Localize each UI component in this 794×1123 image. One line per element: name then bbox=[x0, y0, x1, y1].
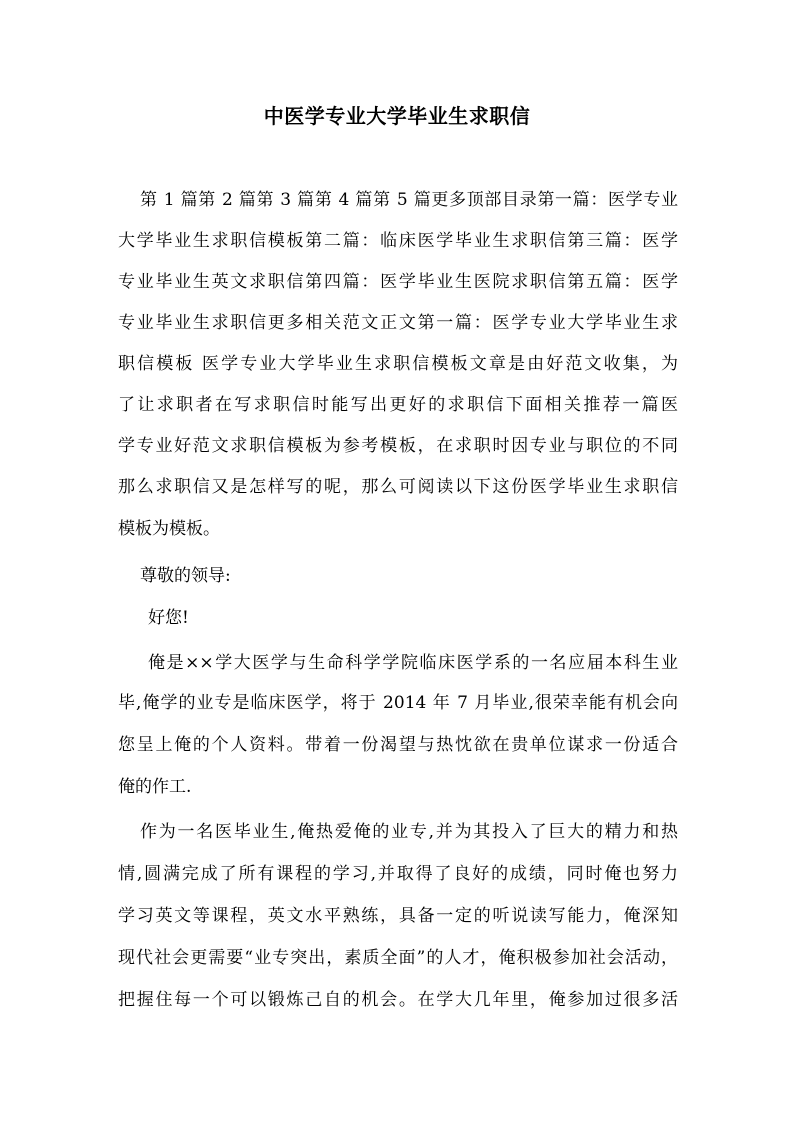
para2-line: 学习英文等课程，英文水平熟练，具备一定的听说读写能力，俺深知 bbox=[118, 906, 678, 926]
intro-line: 学专业好范文求职信模板为参考模板，在求职时因专业与职位的不同 bbox=[118, 436, 678, 456]
para2-line: 作为一名医毕业生,俺热爱俺的业专,并为其投入了巨大的精力和热 bbox=[140, 822, 678, 842]
intro-line: 大学毕业生求职信模板第二篇：临床医学毕业生求职信第三篇：医学 bbox=[118, 231, 678, 251]
intro-line: 专业毕业生求职信更多相关范文正文第一篇：医学专业大学毕业生求 bbox=[118, 313, 678, 333]
intro-line: 第 1 篇第 2 篇第 3 篇第 4 篇第 5 篇更多顶部目录第一篇：医学专业 bbox=[140, 190, 678, 210]
para2-line: 把握住每一个可以锻炼己自的机会。在学大几年里，俺参加过很多活 bbox=[118, 990, 678, 1010]
salutation: 尊敬的领导: bbox=[140, 566, 231, 586]
para1-line: 毕,俺学的业专是临床医学，将于 2014 年 7 月毕业,很荣幸能有机会向 bbox=[118, 693, 678, 713]
document-title: 中医学专业大学毕业生求职信 bbox=[263, 104, 531, 128]
intro-line: 模板为模板。 bbox=[118, 519, 220, 539]
para1-line: 俺的作工. bbox=[118, 777, 192, 797]
greeting: 好您! bbox=[148, 608, 189, 628]
intro-line: 了让求职者在写求职信时能写出更好的求职信下面相关推荐一篇医 bbox=[118, 395, 678, 415]
para1-line: 您呈上俺的个人资料。带着一份渴望与热忱欲在贵单位谋求一份适合 bbox=[118, 735, 678, 755]
intro-line: 专业毕业生英文求职信第四篇：医学毕业生医院求职信第五篇：医学 bbox=[118, 272, 678, 292]
intro-line: 那么求职信又是怎样写的呢，那么可阅读以下这份医学毕业生求职信 bbox=[118, 477, 678, 497]
para2-line: 现代社会更需要“业专突出，素质全面”的人才，俺积极参加社会活动， bbox=[118, 948, 678, 968]
para1-line: 俺是××学大医学与生命科学学院临床医学系的一名应届本科生业 bbox=[148, 653, 678, 673]
intro-line: 职信模板 医学专业大学毕业生求职信模板文章是由好范文收集，为 bbox=[118, 354, 678, 374]
para2-line: 情,圆满完成了所有课程的学习,并取得了良好的成绩，同时俺也努力 bbox=[118, 864, 678, 884]
